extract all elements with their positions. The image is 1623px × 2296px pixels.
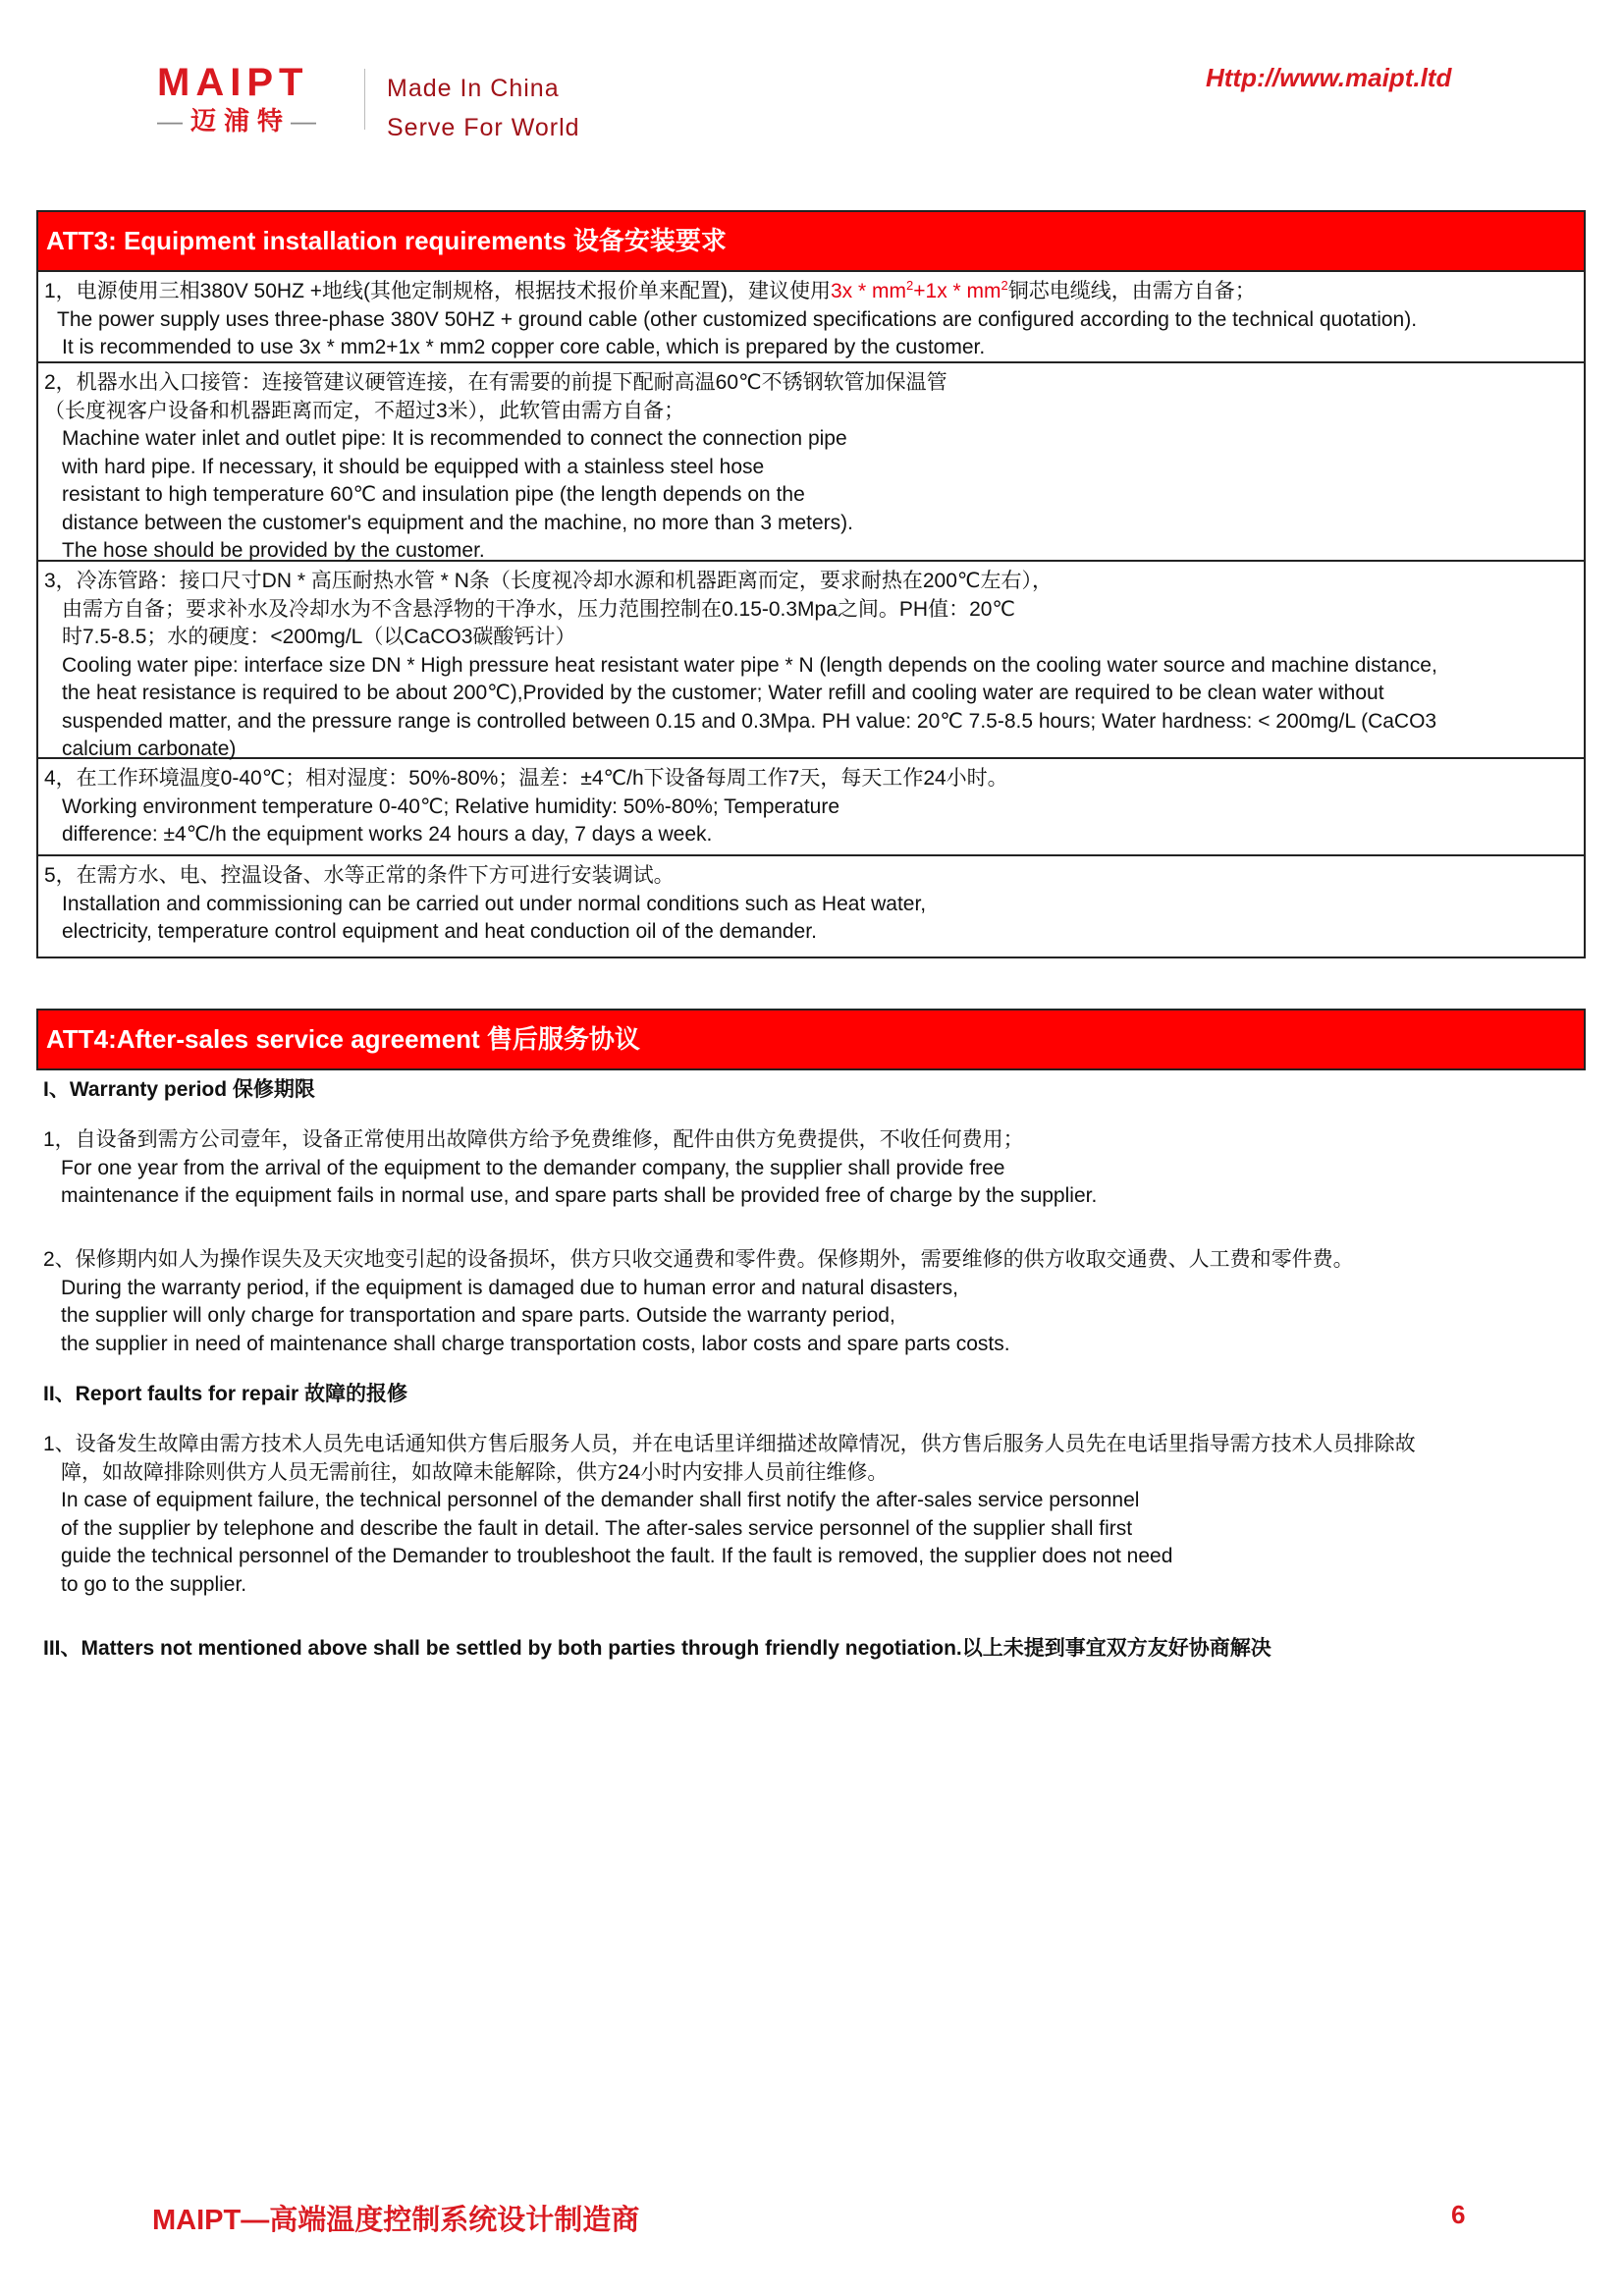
company-logo (157, 61, 344, 139)
req4-en-2: difference: ±4℃/h the equipment works 24 hours a day, 7 days a week. (62, 823, 713, 846)
warranty-p1-en-2: maintenance if the equipment fails in normal use, and spare parts shall be provided free of charge by the supplier. (61, 1184, 1098, 1207)
header-divider (364, 69, 365, 130)
req2-en-2: with hard pipe. If necessary, it should be equipped with a stainless steel hose (62, 455, 765, 478)
req3-cn-2: 由需方自备；要求补水及冷却水为不含悬浮物的干净水，压力范围控制在0.15-0.3Mpa之间。PH值：20℃ (62, 597, 1016, 621)
att3-section-header: ATT3: Equipment installation requirements 设备安装要求 (36, 210, 1586, 272)
req3-en-4: calcium carbonate) (62, 738, 237, 760)
faults-cn-2: 障，如故障排除则供方人员无需前往，如故障未能解除，供方24小时内安排人员前往维修。 (61, 1460, 889, 1484)
req2-en-4: distance between the customer's equipment and the machine, no more than 3 meters). (62, 511, 853, 534)
warranty-p2-en-3: the supplier in need of maintenance shall charge transportation costs, labor costs and spare parts costs. (61, 1332, 1010, 1355)
req2-cn-1: 2，机器水出入口接管：连接管建议硬管连接，在有需要的前提下配耐高温60℃不锈钢软管加保温管 (44, 371, 947, 394)
req1-en-2: It is recommended to use 3x * mm2+1x * mm2 copper core cable, which is prepared by the customer. (62, 336, 986, 358)
req5-cn-1: 5，在需方水、电、控温设备、水等正常的条件下方可进行安装调试。 (44, 864, 675, 887)
faults-en-4: to go to the supplier. (61, 1572, 247, 1596)
warranty-p2-cn: 2、保修期内如人为操作误失及天灾地变引起的设备损坏，供方只收交通费和零件费。保修期外，需要维修的供方收取交通费、人工费和零件费。 (43, 1248, 1354, 1271)
header-slogan (387, 69, 580, 147)
req1-en-1: The power supply uses three-phase 380V 50HZ + ground cable (other customized specifications are configured according to the technical quotation). (57, 307, 1418, 331)
req3-en-1: Cooling water pipe: interface size DN * High pressure heat resistant water pipe * N (length depends on the cooling water source and machine distance, (62, 653, 1437, 677)
warranty-paragraph-2 (43, 1246, 1354, 1358)
faults-en-2: of the supplier by telephone and describe the fault in detail. The after-sales service personnel of the supplier shall first (61, 1516, 1133, 1540)
footer-brand: MAIPT—高端温度控制系统设计制造商 (152, 2205, 640, 2236)
req5-en-2: electricity, temperature control equipment and heat conduction oil of the demander. (62, 920, 817, 943)
req2-en-1: Machine water inlet and outlet pipe: It is recommended to connect the connection pipe (62, 427, 847, 450)
req3-cn-3: 时7.5-8.5；水的硬度：<200mg/L（以CaCO3碳酸钙计） (62, 626, 576, 648)
requirement-row-power (38, 272, 1584, 363)
att4-section-header: ATT4:After-sales service agreement 售后服务协议 (36, 1009, 1586, 1070)
req4-en-1: Working environment temperature 0-40℃; Relative humidity: 50%-80%; Temperature (62, 794, 840, 818)
installation-requirements-table (36, 272, 1586, 958)
req3-cn-1: 3，冷冻管路：接口尺寸DN * 高压耐热水管 * N条（长度视冷却水源和机器距离而定，要求耐热在200℃左右）， (44, 570, 1053, 592)
other-matters-heading: III、Matters not mentioned above shall be settled by both parties through friendly negotiation.以上未提到事宜双方友好协商解决 (43, 1637, 1271, 1660)
req3-en-3: suspended matter, and the pressure range is controlled between 0.15 and 0.3Mpa. PH value: 20℃ 7.5-8.5 hours; Water hardness: < 200mg/L (CaCO3 (62, 709, 1437, 733)
warranty-paragraph-1 (43, 1126, 1097, 1211)
website-url[interactable]: Http://www.maipt.ltd (1206, 63, 1452, 92)
faults-en-1: In case of equipment failure, the technical personnel of the demander shall first notify the after-sales service personnel (61, 1489, 1140, 1511)
warranty-p2-en-1: During the warranty period, if the equipment is damaged due to human error and natural disasters, (61, 1276, 959, 1299)
warranty-p1-cn: 1，自设备到需方公司壹年，设备正常使用出故障供方给予免费维修，配件由供方免费提供，不收任何费用； (43, 1128, 1024, 1151)
warranty-p1-en-1: For one year from the arrival of the equipment to the demander company, the supplier shall provide free (61, 1156, 1005, 1179)
requirement-row-environment (38, 759, 1584, 856)
page-number: 6 (1451, 2200, 1466, 2229)
warranty-p2-en-2: the supplier will only charge for transportation and spare parts. Outside the warranty period, (61, 1304, 895, 1327)
req1-cn: 1，电源使用三相380V 50HZ +地线(其他定制规格，根据技术报价单来配置)，建议使用$3x * mm^2+1x * mm^2$铜芯电缆线，由需方自备； (44, 278, 1256, 302)
slogan-line-1: Made In China (387, 75, 560, 102)
slogan-line-2: Serve For World (387, 114, 580, 141)
faults-cn-1: 1、设备发生故障由需方技术人员先电话通知供方售后服务人员，并在电话里详细描述故障情况，供方售后服务人员先在电话里指导需方技术人员排除故 (43, 1433, 1416, 1455)
req4-cn-1: 4，在工作环境温度0-40℃；相对湿度：50%-80%；温差：±4℃/h下设备每周工作7天，每天工作24小时。 (44, 767, 1008, 790)
req2-en-5: The hose should be provided by the customer. (62, 539, 485, 562)
req2-en-3: resistant to high temperature 60℃ and insulation pipe (the length depends on the (62, 483, 805, 506)
req5-en-1: Installation and commissioning can be carried out under normal conditions such as Heat water, (62, 892, 927, 915)
requirement-row-cooling-pipe (38, 562, 1584, 759)
req2-cn-2: （长度视客户设备和机器距离而定，不超过3米），此软管由需方自备； (44, 399, 685, 422)
faults-en-3: guide the technical personnel of the Demander to troubleshoot the fault. If the fault is removed, the supplier does not need (61, 1545, 1173, 1567)
logo-chinese-name: —迈浦特— (157, 106, 325, 136)
report-faults-paragraph (43, 1431, 1416, 1599)
requirement-row-water-pipe (38, 363, 1584, 562)
req3-en-2: the heat resistance is required to be about 200℃),Provided by the customer; Water refill and cooling water are required to be clean water without (62, 682, 1384, 704)
report-faults-heading: II、Report faults for repair 故障的报修 (43, 1383, 408, 1405)
logo-wordmark: MAIPT (157, 61, 309, 104)
warranty-period-heading: I、Warranty period 保修期限 (43, 1078, 315, 1101)
requirement-row-commissioning (38, 856, 1584, 957)
